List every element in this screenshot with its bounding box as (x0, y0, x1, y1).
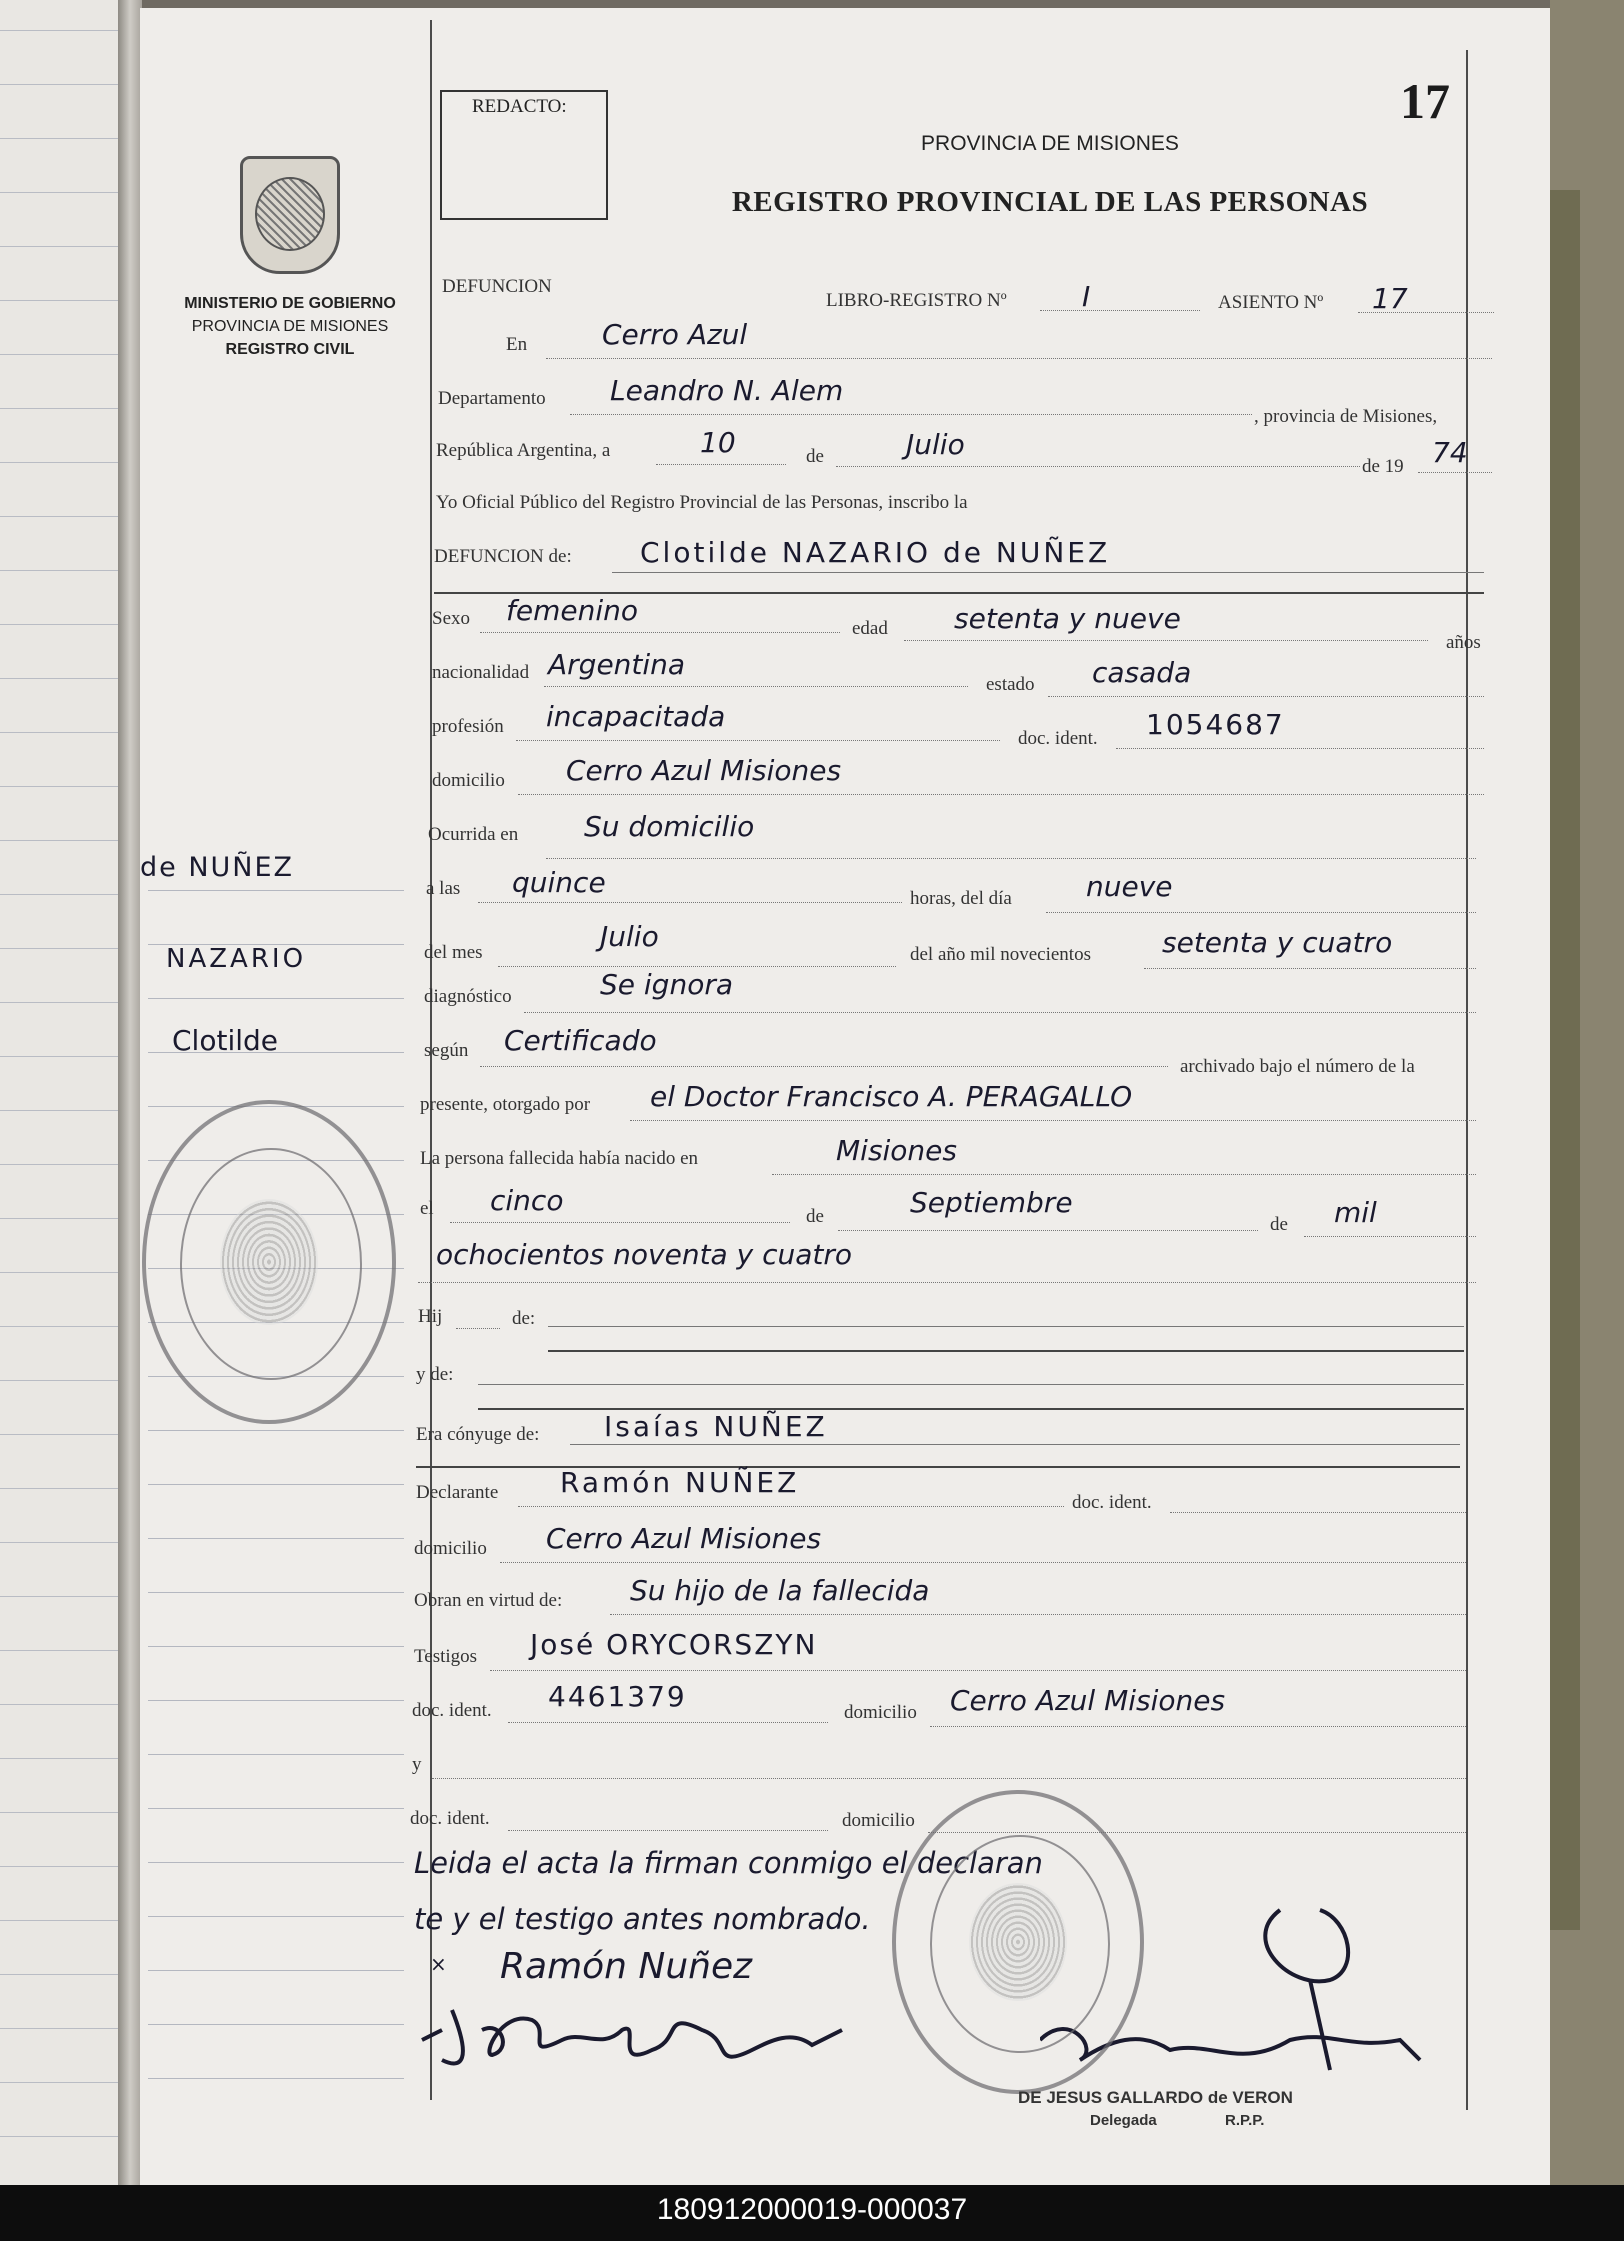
ruled-line (0, 30, 118, 31)
testigo-value: José ORYCORSZYN (530, 1628, 818, 1661)
domicilio-value: Cerro Azul Misiones (566, 754, 842, 787)
anos-label: años (1446, 632, 1481, 653)
witness-signature-icon (412, 2000, 892, 2080)
archivado-label: archivado bajo el número de la (1180, 1056, 1415, 1077)
nacionalidad-label: nacionalidad (432, 662, 530, 683)
profesion-value: incapacitada (546, 700, 726, 733)
nac-dia-value: cinco (490, 1184, 564, 1217)
dia-value: nueve (1086, 870, 1173, 903)
ruled-line (0, 1758, 118, 1759)
horas-label: horas, del día (910, 888, 1012, 909)
ruled-line (0, 1002, 118, 1003)
nac-mil-value: mil (1334, 1196, 1377, 1229)
de-19-label: de 19 (1362, 456, 1404, 477)
edad-label: edad (852, 618, 888, 639)
delegado-role: Delegada (1090, 2112, 1157, 2129)
declarante-label: Declarante (416, 1482, 499, 1503)
libro-registro-label: LIBRO-REGISTRO Nº (826, 290, 1007, 311)
ocurrida-en-value: Su domicilio (584, 810, 755, 843)
ruled-line (0, 2082, 118, 2083)
declarante-domicilio-value: Cerro Azul Misiones (546, 1522, 822, 1555)
testigos-label: Testigos (414, 1646, 478, 1667)
declarante-signature: Ramón Nuñez (500, 1946, 753, 1987)
spacer (430, 2098, 434, 2138)
testigo-doc-value: 4461379 (548, 1680, 687, 1713)
margin-ruled-line (148, 890, 404, 891)
libro-registro-value: I (1082, 280, 1091, 313)
margin-ruled-line (148, 1430, 404, 1431)
hij-de-label: de: (512, 1308, 536, 1329)
ruled-line (0, 1434, 118, 1435)
margin-maiden-name: NAZARIO (166, 944, 307, 974)
estado-label: estado (986, 674, 1035, 695)
ruled-line (0, 1110, 118, 1111)
ruled-line (0, 678, 118, 679)
margin-ruled-line (148, 1592, 404, 1593)
ruled-line (0, 84, 118, 85)
redacto-label: REDACTO: (472, 96, 567, 117)
declarante-doc-label: doc. ident. (1072, 1492, 1152, 1513)
hij-label: Hij (418, 1306, 443, 1327)
departamento-value: Leandro N. Alem (610, 374, 844, 407)
closing-line-2: te y el testigo antes nombrado. (414, 1902, 871, 1936)
sexo-label: Sexo (432, 608, 470, 629)
book-cover-edge (1550, 190, 1580, 1930)
asiento-value: 17 (1372, 282, 1408, 315)
month-value: Julio (906, 428, 965, 461)
doc-ident-label: doc. ident. (1018, 728, 1098, 749)
obran-value: Su hijo de la fallecida (630, 1574, 930, 1607)
deceased-name: Clotilde NAZARIO de NUÑEZ (640, 536, 1111, 569)
margin-ruled-line (148, 1646, 404, 1647)
doc-ident-value: 1054687 (1146, 708, 1285, 741)
a-las-value: quince (512, 866, 606, 899)
segun-label: según (424, 1040, 469, 1061)
ruled-line (0, 732, 118, 733)
margin-ruled-line (148, 1970, 404, 1971)
margin-surname: de NUÑEZ (140, 852, 295, 883)
yo-oficial-label: Yo Oficial Público del Registro Provincial de las Personas, inscribo la (436, 492, 968, 513)
ruled-line (0, 246, 118, 247)
ruled-line (0, 570, 118, 571)
delegado-seal-icon (892, 1790, 1144, 2094)
ruled-line (0, 1866, 118, 1867)
ruled-line (0, 1542, 118, 1543)
del-mes-label: del mes (424, 942, 483, 963)
ruled-line (0, 1704, 118, 1705)
testigo-domicilio-value: Cerro Azul Misiones (950, 1684, 1226, 1717)
left-page (0, 0, 122, 2185)
right-border (1466, 50, 1468, 2110)
departamento-label: Departamento (438, 388, 546, 409)
ruled-line (0, 138, 118, 139)
ruled-line (0, 2136, 118, 2137)
ruled-line (0, 1272, 118, 1273)
ruled-line (0, 894, 118, 895)
ruled-line (0, 2028, 118, 2029)
margin-ruled-line (148, 1754, 404, 1755)
en-value: Cerro Azul (602, 318, 748, 351)
margin-ruled-line (148, 2078, 404, 2079)
en-label: En (506, 334, 528, 355)
ruled-line (0, 840, 118, 841)
edad-value: setenta y nueve (954, 602, 1181, 635)
conyuge-value: Isaías NUÑEZ (604, 1410, 828, 1443)
ruled-line (0, 1650, 118, 1651)
nac-de-label: de (806, 1206, 824, 1227)
office-line-2: PROVINCIA DE MISIONES (191, 318, 389, 335)
province-emblem-icon (240, 156, 340, 274)
book-binding (118, 0, 142, 2185)
ruled-line (0, 1488, 118, 1489)
signature-mark: × (430, 1952, 447, 1976)
nacionalidad-value: Argentina (548, 648, 686, 681)
estado-value: casada (1092, 656, 1192, 689)
ruled-line (0, 1812, 118, 1813)
ruled-line (0, 1380, 118, 1381)
day-value: 10 (700, 426, 736, 459)
second-domicilio-label: domicilio (842, 1810, 915, 1831)
ruled-line (0, 462, 118, 463)
ruled-line (0, 516, 118, 517)
margin-ruled-line (148, 998, 404, 999)
presente-label: presente, otorgado por (420, 1094, 591, 1115)
persona-nacido-label: La persona fallecida había nacido en (420, 1148, 698, 1169)
domicilio-label: domicilio (432, 770, 505, 791)
republica-label: República Argentina, a (436, 440, 611, 461)
margin-ruled-line (148, 1808, 404, 1809)
ruled-line (0, 624, 118, 625)
diagnostico-value: Se ignora (600, 968, 733, 1001)
defuncion-de-label: DEFUNCION de: (434, 546, 572, 567)
margin-first-name: Clotilde (172, 1024, 278, 1057)
ruled-line (0, 354, 118, 355)
y-de-label: y de: (416, 1364, 454, 1385)
profesion-label: profesión (432, 716, 504, 737)
nacido-en-value: Misiones (836, 1134, 957, 1167)
ruled-line (0, 1056, 118, 1057)
mes-value: Julio (600, 920, 659, 953)
segun-value: Certificado (504, 1024, 657, 1057)
nac-de-label-2: de (1270, 1214, 1288, 1235)
delegado-name: DE JESUS GALLARDO de VERON (1018, 2088, 1293, 2107)
otorgado-value: el Doctor Francisco A. PERAGALLO (650, 1080, 1133, 1113)
conyuge-label: Era cónyuge de: (416, 1424, 540, 1445)
closing-line-1: Leida el acta la firman conmigo el declaran (414, 1846, 1043, 1880)
ano-value: setenta y cuatro (1162, 926, 1393, 959)
page-number: 17 (1400, 73, 1450, 129)
ruled-line (0, 948, 118, 949)
office-line-1: MINISTERIO DE GOBIERNO (184, 295, 396, 312)
nac-mes-value: Septiembre (910, 1186, 1073, 1219)
de-label: de (806, 446, 824, 467)
ruled-line (0, 1974, 118, 1975)
obran-label: Obran en virtud de: (414, 1590, 563, 1611)
margin-ruled-line (148, 2024, 404, 2025)
margin-ruled-line (148, 1700, 404, 1701)
del-ano-label: del año mil novecientos (910, 944, 1091, 965)
margin-ruled-line (148, 1538, 404, 1539)
asiento-label: ASIENTO Nº (1218, 292, 1324, 313)
testigo-doc-label: doc. ident. (412, 1700, 492, 1721)
ruled-line (0, 786, 118, 787)
margin-ruled-line (148, 1484, 404, 1485)
margin-ruled-line (148, 1862, 404, 1863)
ruled-line (0, 1326, 118, 1327)
office-line-3: REGISTRO CIVIL (225, 341, 355, 358)
provincia-suffix: , provincia de Misiones, (1254, 406, 1438, 427)
year-value: 74 (1432, 436, 1468, 469)
office-block (160, 292, 420, 361)
ocurrida-en-label: Ocurrida en (428, 824, 519, 845)
ruled-line (0, 408, 118, 409)
image-caption: 180912000019-000037 (656, 2193, 968, 2226)
ruled-line (0, 1920, 118, 1921)
y-label: y (412, 1754, 422, 1775)
ruled-line (0, 1164, 118, 1165)
testigo-domicilio-label: domicilio (844, 1702, 917, 1723)
margin-ruled-line (148, 1916, 404, 1917)
registry-seal-icon (142, 1100, 396, 1424)
declarante-domicilio-label: domicilio (414, 1538, 487, 1559)
ruled-line (0, 1596, 118, 1597)
province-title: PROVINCIA DE MISIONES (921, 132, 1179, 155)
delegado-office: R.P.P. (1225, 2112, 1265, 2129)
defuncion-header-label: DEFUNCION (442, 276, 552, 297)
second-doc-label: doc. ident. (410, 1808, 490, 1829)
ruled-line (0, 300, 118, 301)
a-las-label: a las (426, 878, 461, 899)
declarante-value: Ramón NUÑEZ (560, 1466, 800, 1499)
registry-title: REGISTRO PROVINCIAL DE LAS PERSONAS (731, 186, 1369, 218)
redacto-box (440, 90, 608, 220)
ruled-line (0, 192, 118, 193)
nac-ano-value: ochocientos noventa y cuatro (436, 1238, 852, 1271)
el-label: el (420, 1198, 434, 1219)
sexo-value: femenino (506, 594, 638, 627)
diagnostico-label: diagnóstico (424, 986, 512, 1007)
ruled-line (0, 1218, 118, 1219)
